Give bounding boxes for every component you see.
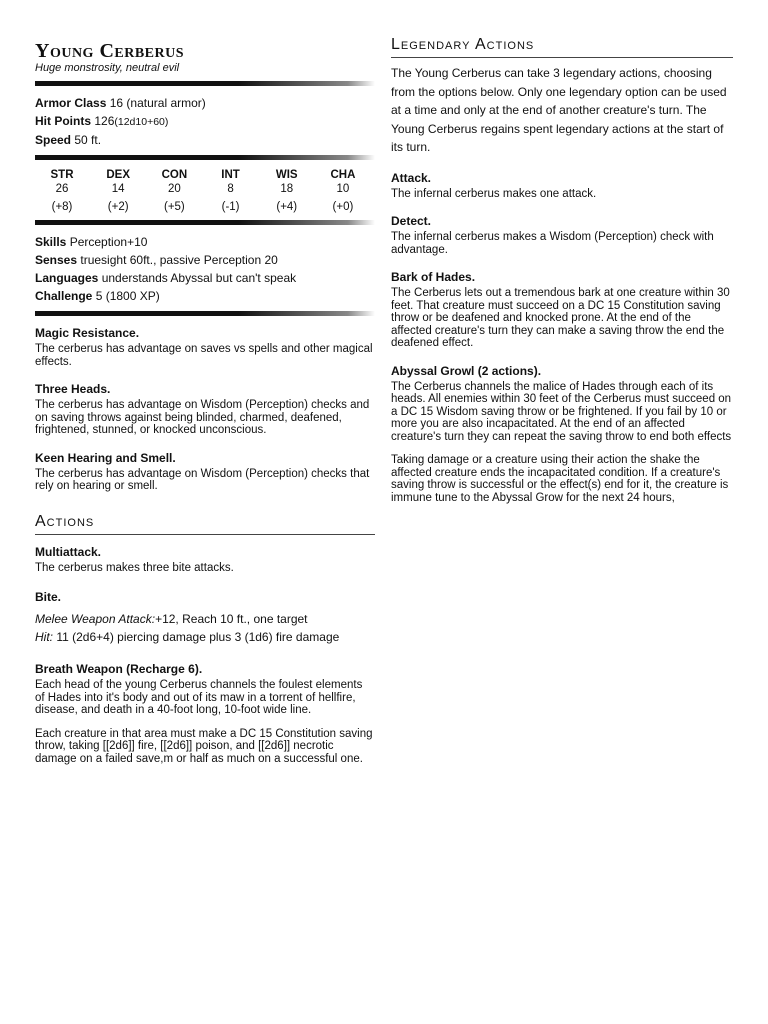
languages: Languages understands Abyssal but can't speak	[35, 271, 297, 285]
legendary-bark-of-hades: Bark of Hades. The Cerberus lets out a tremendous bark at one creature within 30 feet. That creature must succeed on a DC 15 Constitution saving throw or be deafened and knocked prone. At the end of the affected creature's turn they can make a saving throw the end the deafened effect.	[391, 270, 730, 349]
monster-subtitle: Huge monstrosity, neutral evil	[35, 62, 180, 74]
legendary-heading: Legendary Actions	[391, 36, 733, 58]
skills: Skills Perception+10	[35, 235, 148, 249]
armor-class: Armor Class 16 (natural armor)	[35, 96, 206, 110]
divider	[35, 311, 375, 316]
ability-wis: WIS 18 (+4)	[275, 169, 298, 213]
ability-dex: DEX 14 (+2)	[106, 169, 131, 213]
senses: Senses truesight 60ft., passive Perception 20	[35, 253, 278, 267]
hit-points: Hit Points 126(12d10+60)	[35, 114, 169, 128]
ability-con: CON 20 (+5)	[161, 169, 188, 213]
action-bite: Bite. Melee Weapon Attack:+12, Reach 10 ft., one target Hit: 11 (2d6+4) piercing damage plus 3 (1d6) fire damage	[35, 590, 340, 644]
action-breath-weapon: Breath Weapon (Recharge 6). Each head of the young Cerberus channels the foulest elements of Hades into it's body and out of its maw in a torrent of hellfire, disease, and death in a 40-foot long, 10-foot wide line. Each creature in that area must make a DC 15 Constitution saving throw, taking [[2d6]] fire, [[2d6]] poison, and [[2d6]] necrotic damage on a failed save,m or half as much on a successful one.	[35, 662, 373, 765]
ability-int: INT 8 (-1)	[221, 169, 240, 213]
legendary-intro: The Young Cerberus can take 3 legendary actions, choosing from the options below. Only one legendary option can be used at a time and only at the end of another creature's turn. The Young Cerberus regains spent legendary actions at the start of its turn.	[391, 66, 727, 154]
ability-cha: CHA 10 (+0)	[330, 169, 356, 213]
divider	[35, 81, 375, 86]
divider	[35, 220, 375, 225]
speed: Speed 50 ft.	[35, 133, 102, 147]
right-column	[391, 36, 733, 515]
ability-str: STR 26 (+8)	[50, 169, 74, 213]
actions-heading: Actions	[35, 513, 375, 535]
trait-magic-resistance: Magic Resistance. The cerberus has advantage on saves vs spells and other magical effects.	[35, 326, 373, 368]
left-column	[35, 36, 375, 776]
legendary-detect: Detect. The infernal cerberus makes a Wisdom (Perception) check with advantage.	[391, 214, 714, 256]
trait-three-heads: Three Heads. The cerberus has advantage on Wisdom (Perception) checks and on saving throws against being blinded, charmed, deafened, frightened, stunned, or knocked unconscious.	[35, 382, 370, 436]
ability-scores	[35, 168, 375, 214]
trait-keen-hearing: Keen Hearing and Smell. The cerberus has advantage on Wisdom (Perception) checks that rely on hearing or smell.	[35, 450, 370, 492]
legendary-abyssal-growl: Abyssal Growl (2 actions). The Cerberus channels the malice of Hades through each of its heads. All enemies within 30 feet of the Cerberus must succeed on a DC 15 Wisdom saving throw or be frightened. If you fail by 10 or more you are also incapacitated. At the end of an affected creature's turn they can repeat the saving throw to end both effects Taking damage or a creature using their action the shake the affected creature ends the incapacitated condition. If a creature's saving throw is successful or the effect(s) end for it, the creature is immune tune to the Abyssal Grow for the next 24 hours,	[391, 363, 732, 504]
challenge: Challenge 5 (1800 XP)	[35, 289, 160, 303]
legendary-attack: Attack. The infernal cerberus makes one attack.	[391, 170, 597, 200]
action-multiattack: Multiattack. The cerberus makes three bite attacks.	[35, 544, 234, 574]
divider	[35, 155, 375, 160]
monster-name: Young Cerberus	[35, 40, 185, 62]
